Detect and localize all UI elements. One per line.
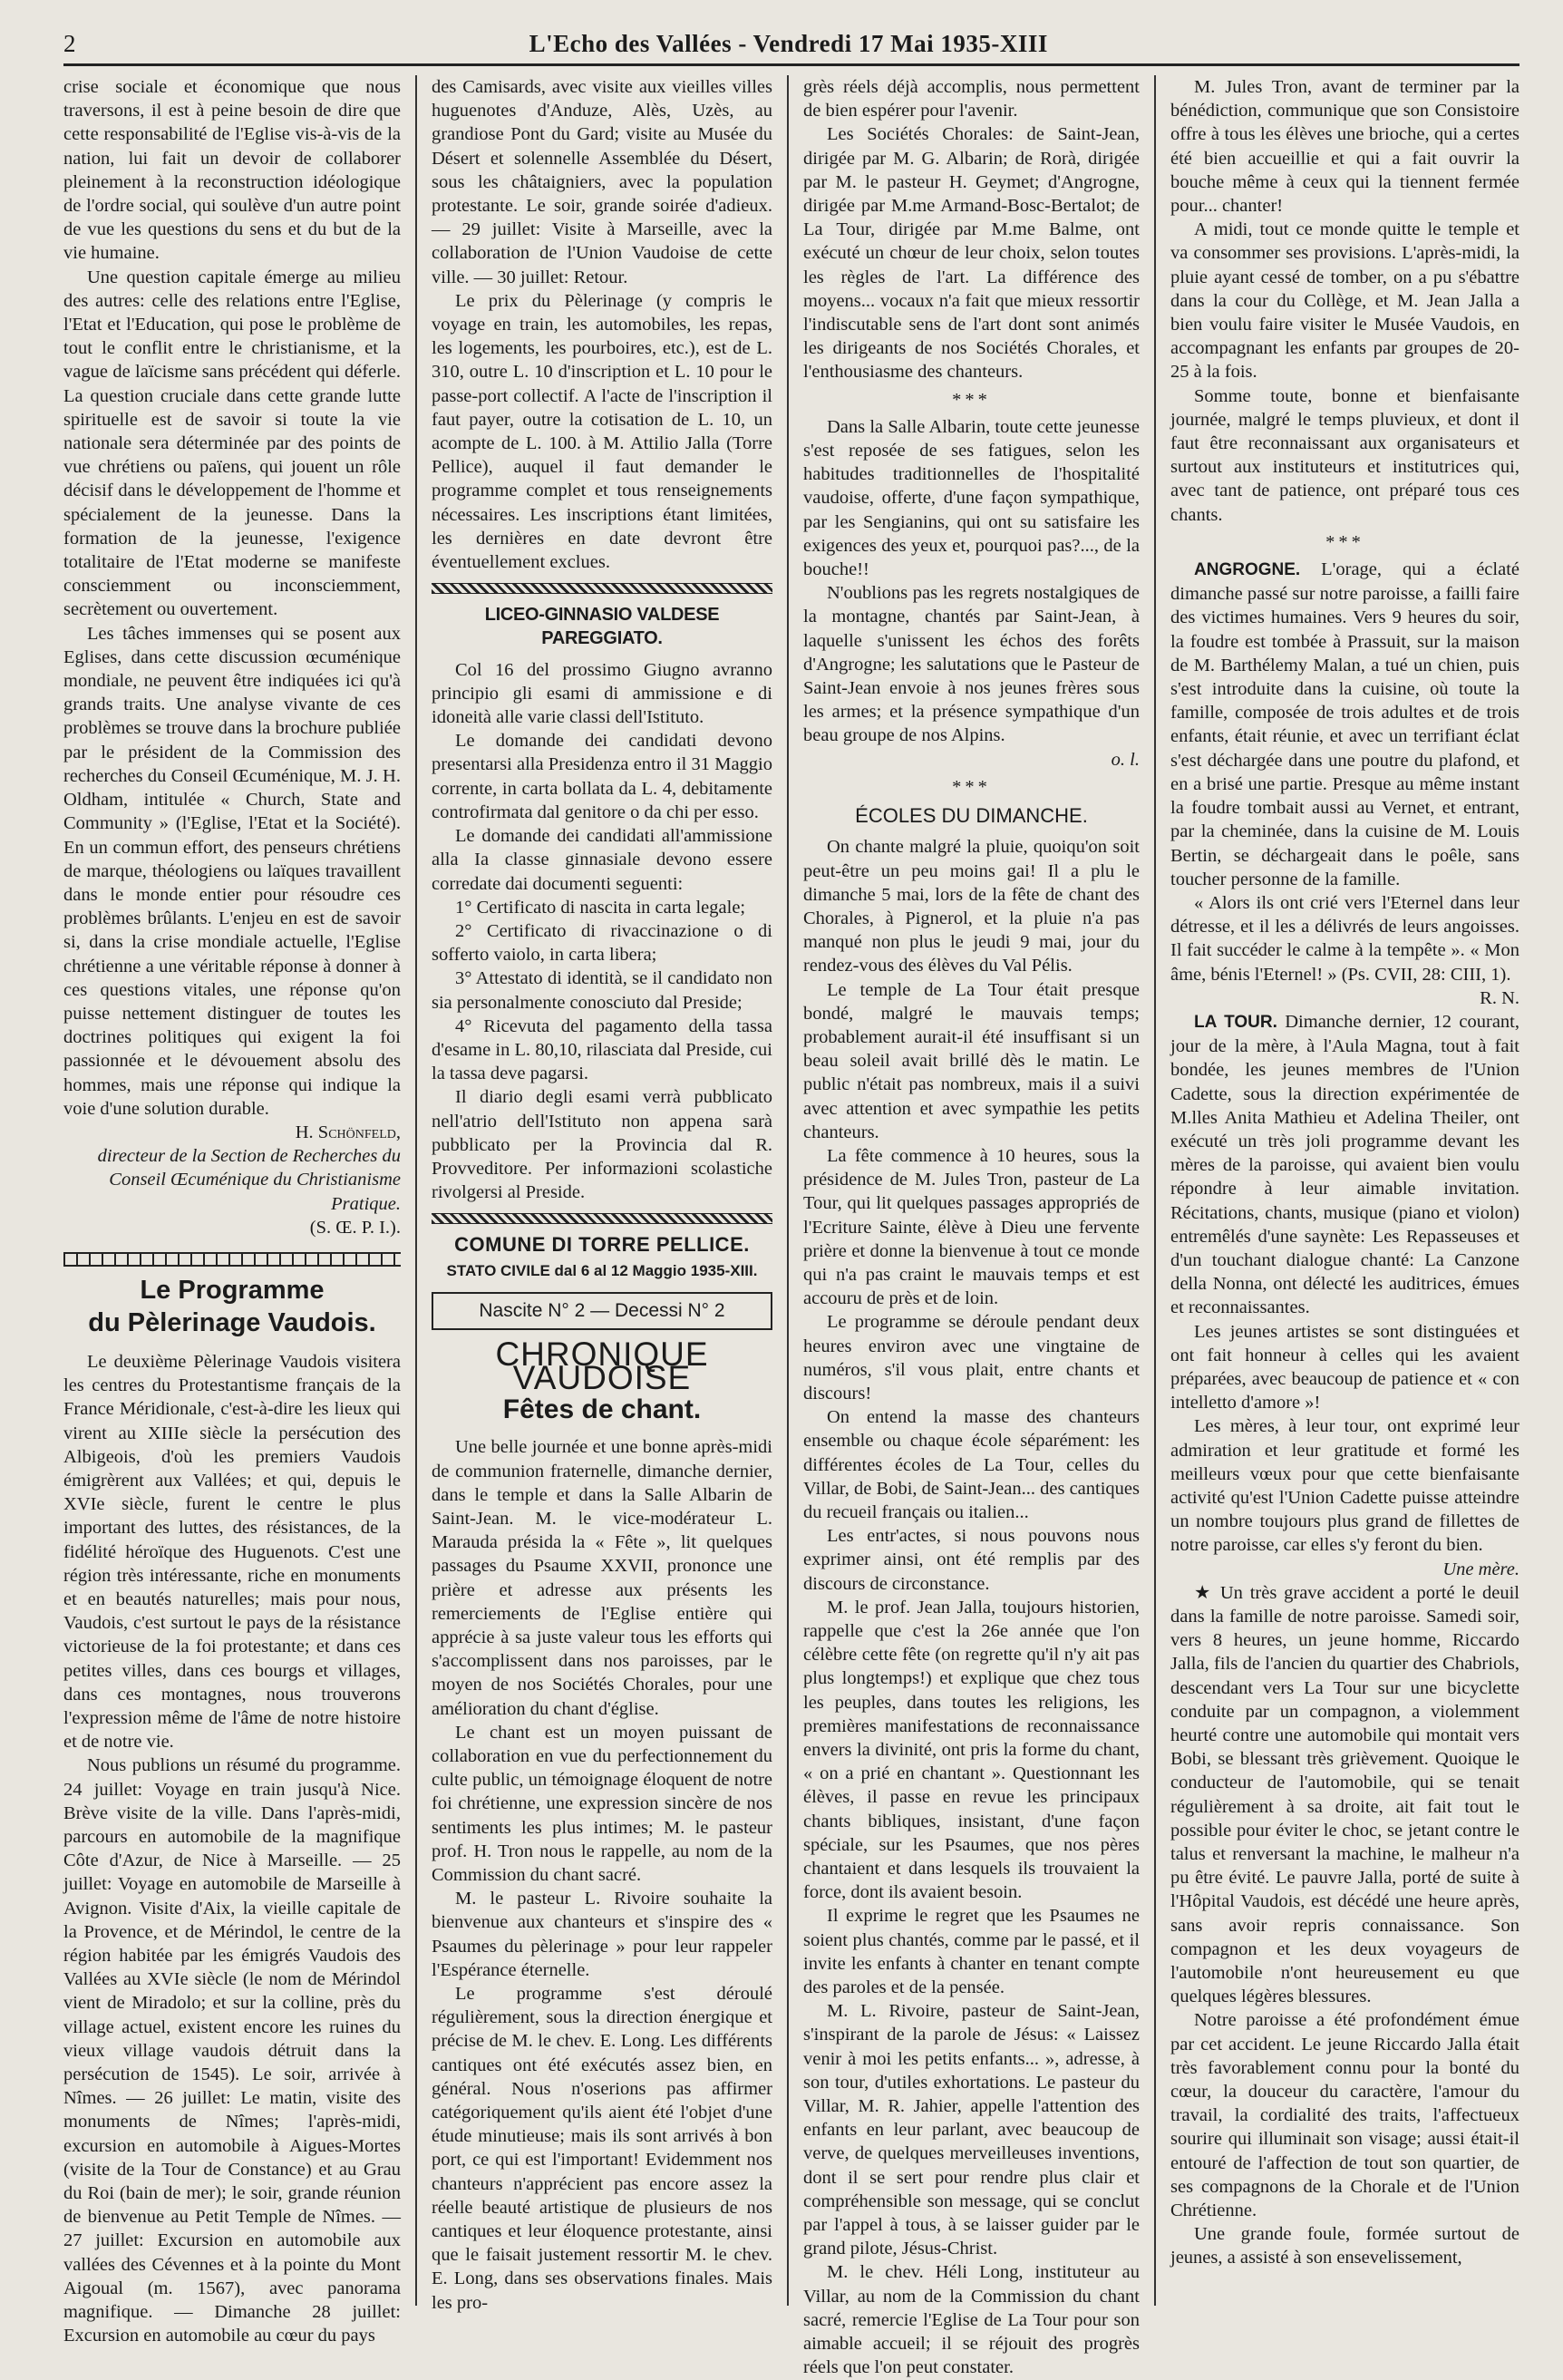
author-initials: o. l. <box>1111 749 1140 770</box>
paragraph: La fête commence à 10 heures, sous la présidence de M. Jules Tron, pasteur de La Tour, qui lit quelques passages appropriés de l'Ecriture Sainte, élève à Dieu une fervente prière et donne la bienvenue à tout ce monde qui n'a pas craint le mauvais temps et est accouru de près et de loin. <box>803 1145 1140 1309</box>
paragraph-la-tour: LA TOUR. Dimanche dernier, 12 courant, jour de la mère, à l'Aula Magna, tout à fait bondée, les jeunes membres de l'Union Cadette, sous la direction expérimentée de M.lles Anita Mathieu et Adelina Theiler, ont exécuté un très joli programme devant les mères de la paroisse, qui avaient bien voulu répondre à leur aimable invitation. Récitations, chants, musique (piano et violon) entremêlés d'une saynète: Les Repasseuses et d'un touchant dialogue chanté: La Canzone della Nonna, ont délecté les auditrices, émues et reconnaissantes. <box>1170 1011 1519 1318</box>
signature-role: directeur de la Section de Recherches du Conseil Œcuménique du Christianisme Pratique. <box>97 1146 401 1214</box>
signature <box>63 1121 401 1144</box>
author-initials: R. N. <box>1480 987 1519 1008</box>
separator-stars: *** <box>952 776 991 797</box>
article-title-liceo: LICEO-GINNASIO VALDESE PAREGGIATO. <box>484 605 720 649</box>
column-2 <box>417 75 789 2313</box>
paragraph: M. L. Rivoire, pasteur de Saint-Jean, s'inspirant de la parole de Jésus: « Laissez venir à moi les petits enfants... », adresse, à son tour, d'utiles exhortations. Le pasteur du Villar, M. R. Jahier, appelle l'attention des enfants en leur parlant, avec beaucoup de verve, de quelques merveilleuses inventions, dont il se sert pour rendre plus clair et compréhensible son message, qui se conclut par l'appel à tous, à se laisser guider par le grand pilote, Jésus-Christ. <box>803 2001 1140 2259</box>
paragraph: Une grande foule, formée surtout de jeunes, a assisté à son ensevelissement, <box>1170 2224 1519 2268</box>
paragraph: grès réels déjà accomplis, nous permettent de bien espérer pour l'avenir. <box>803 77 1140 121</box>
paragraph: Une question capitale émerge au milieu des autres: celle des relations entre l'Eglise, l'Etat et l'Education, qui pose le problème de tout le conflit entre le christianisme, et la vague de laïcisme sans précédent qui déferle. La question cruciale dans cette grande lutte spirituelle est de savoir si toute la vie nationale sera déterminée par des points de vue chrétiens ou païens, qui jouent un rôle décisif dans le développement de l'homme et spécialement de la jeunesse. Dans la formation de la jeunesse, l'exigence totalitaire de l'Etat moderne se manifeste consciemment ou inconsciemment, secrètement ou ouvertement. <box>63 267 401 620</box>
paragraph: Le programme s'est déroulé régulièrement, sous la direction énergique et précise de M. le chev. E. Long. Les différents cantiques ont été exécutés assez bien, en général. Nous n'oserions pas affirmer catégoriquement qu'ils aient été l'objet d'une étude minutieuse; mais ils sont arrivés à bon port, ce qui est l'important! Evidemment nos chanteurs n'apprécient pas encore assez la réelle beauté artistique de plusieurs de nos cantiques et leur éloquence protestante, ainsi que le faisait justement ressortir M. le chev. E. Long, dans ses observations finales. Mais les pro- <box>432 1984 772 2313</box>
paragraph: Le deuxième Pèlerinage Vaudois visitera les centres du Protestantisme français de la France Méridionale, c'est-à-dire les lieux qui virent au XIIIe siècle la persécution des Albigeois, d'où les premiers Vaudois émigrèrent aux Vallées; et qui, depuis le XVIe siècle, furent le centre le plus important des luttes, des résistances, de la fidélité héroïque des Huguenots. C'est une région très intéressante, riche en monuments et en beautés naturelles; mais pour nous, Vaudois, c'est surtout le pays de la résistance victorieuse de la foi protestante; et dans ces petites villes, dans ces bourgs et villages, dans ces montagnes, nous trouverons l'expression même de l'âme de notre histoire et de notre vie. <box>63 1351 401 1753</box>
place-heading-angrogne: ANGROGNE. <box>1194 560 1301 580</box>
source-reference: (S. Œ. P. I.). <box>309 1217 401 1238</box>
paragraph: M. Jules Tron, avant de terminer par la bénédiction, communique que son Consistoire offre à tous les élèves une brioche, qui a certes été bien accueillie et qui a fait ouvrir la bouche même à ceux qui la tiennent fermée pour... chanter! <box>1170 77 1519 217</box>
place-heading-la-tour: LA TOUR. <box>1194 1012 1277 1032</box>
paragraph: Dans la Salle Albarin, toute cette jeunesse s'est reposée de ses fatigues, selon les habitudes traditionnelles de l'hospitalité vaudoise, offerte, d'une façon sympathique, par les Sengianins, qui ont su satisfaire les exigences des yeux et, pourquoi pas?..., de la bouche!! <box>803 416 1140 580</box>
article-title-programme: Le Programme du Pèlerinage Vaudois. <box>88 1275 376 1337</box>
paragraph: des Camisards, avec visite aux vieilles villes huguenotes d'Anduze, Alès, Uzès, au grandiose Pont du Gard; visite au Musée du Désert et solennelle Assemblée du Désert, sous les châtaigniers, avec la population protestante. Le soir, grande soirée d'adieux. — 29 juillet: Visite à Marseille, avec la collaboration de l'Union Vaudoise de cette ville. — 30 juillet: Retour. <box>432 77 772 287</box>
column-4 <box>1156 75 1519 2306</box>
separator-stars: *** <box>952 389 991 410</box>
paragraph: Les mères, à leur tour, ont exprimé leur admiration et leur gratitude et formé les meilleurs vœux pour que cette bienfaisante activité qu'est l'Union Cadette puisse atteindre un nombre toujours plus grand de fillettes de notre paroisse, car elles s'y feront du bien. <box>1170 1416 1519 1556</box>
paragraph: Le chant est un moyen puissant de collaboration en vue du perfectionnement du culte public, un témoignage éloquent de notre foi chrétienne, une expression sincère de nos sentiments les plus intimes; M. le pasteur prof. H. Tron nous le rappelle, au nom de la Commission du chant sacré. <box>432 1722 772 1886</box>
paragraph: ★ Un très grave accident a porté le deuil dans la famille de notre paroisse. Samedi soir, vers 8 heures, un jeune homme, Riccardo Jalla, fils de l'ancien du quartier des Chabriols, descendant vers La Tour sur une bicyclette conduite par un compagnon, a violemment heurté contre une automobile qui montait vers Bobi, se blessant très grièvement. Quoique le conducteur de l'automobile, qui se tenait régulièrement à sa droite, ait fait tout le possible pour éviter le choc, se jetant contre le talus et renversant la machine, le malheur n'a pu être évité. Le pauvre Jalla, porté de suite à l'Hôpital Vaudois, est décédé une heure après, sans avoir repris connaissance. Son compagnon et les deux voyageurs de l'automobile n'ont heureusement eu que quelques légères blessures. <box>1170 1582 1519 2007</box>
paragraph: M. le chev. Héli Long, instituteur au Villar, au nom de la Commission du chant sacré, remercie l'Eglise de La Tour pour son aimable accueil; il se réjouit des progrès réels que l'on peut constater. <box>803 2262 1140 2378</box>
paragraph: Il exprime le regret que les Psaumes ne soient plus chantés, comme par le passé, et il invite les enfants à chanter en tenant compte des paroles et de la pensée. <box>803 1906 1140 1998</box>
section-title-chronique: CHRONIQUE VAUDOISE <box>495 1335 709 1397</box>
paragraph: On chante malgré la pluie, quoiqu'on soit peut-être un peu moins gai! Il a plu le dimanche 5 mai, lors de la fête de chant des Chorales, à Pignerol, et la pluie n'a pas manqué non plus le jeudi 9 mai, jour du rendez-vous des élèves du Val Pélis. <box>803 837 1140 976</box>
section-divider <box>63 1252 401 1267</box>
paragraph: Le temple de La Tour était presque bondé, malgré le mauvais temps; probablement aurait-il été insuffisant si un beau soleil avait brillé dès le matin. Le public n'était pas nombreux, mais il a suivi avec attention et avec sympathie les petits chanteurs. <box>803 979 1140 1142</box>
separator-stars: *** <box>1325 531 1364 552</box>
section-divider <box>432 1213 772 1224</box>
paragraph: N'oublions pas les regrets nostalgiques de la montagne, chantés par Saint-Jean, à laquelle s'unissent les échos des forêts d'Angrogne; les salutations que le Pasteur de Saint-Jean envoie à nos jeunes frères sous les armes; et la présence sympathique d'un beau groupe de nos Alpins. <box>803 583 1140 746</box>
article-columns <box>63 75 1519 2378</box>
commune-title: COMUNE DI TORRE PELLICE. <box>454 1233 750 1257</box>
paragraph: Une belle journée et une bonne après-midi de communion fraternelle, dimanche dernier, dans le temple et dans la Salle Albarin de Saint-Jean. M. le vice-modérateur L. Marauda présida la « Fête », lit quelques passages du Psaume XXVII, prononce une prière et adresse aux présents les remerciements de l'Eglise entière qui apprécie à sa juste valeur tous les efforts qui s'accomplissent dans nos paroisses, par le moyen de nos Sociétés Chorales, pour une amélioration du chant d'église. <box>432 1437 772 1719</box>
paragraph: Les jeunes artistes se sont distinguées et ont fait honneur à celles qui les avaient préparées, avec beaucoup de patience et « con intelletto d'amore »! <box>1170 1321 1519 1413</box>
page-number: 2 <box>63 30 76 57</box>
list-item: 2° Certificato di rivaccinazione o di sofferto vaiolo, in carta libera; <box>432 920 772 966</box>
article-title-ecoles: ÉCOLES DU DIMANCHE. <box>855 804 1088 828</box>
page-header <box>63 22 1519 66</box>
list-item: 4° Ricevuta del pagamento della tassa d'esame in L. 80,10, rilasciata dal Preside, cui la tassa deve pagarsi. <box>432 1015 772 1084</box>
paragraph: Notre paroisse a été profondément émue par cet accident. Le jeune Riccardo Jalla était très favorablement connu pour la bonté du cœur, la douceur du caractère, l'amour du travail, la cordialité des traits, l'affectueux sourire qui illuminait son visage; aussi était-il entouré de l'affection de tout son quartier, de ses compagnons de la Chorale et de l'Union Chrétienne. <box>1170 2010 1519 2221</box>
newspaper-masthead: L'Echo des Vallées - Vendredi 17 Mai 1935-XIII <box>529 30 1048 57</box>
section-divider <box>432 583 772 594</box>
paragraph: A midi, tout ce monde quitte le temple et va consommer ses provisions. L'après-midi, la pluie ayant cessé de tomber, on a pu s'ébattre dans la cour du Collège, et M. Jean Jalla a bien voulu faire visiter le Musée Vaudois, en accompagnant les enfants par groupes de 20-25 à la fois. <box>1170 219 1519 383</box>
paragraph-angrogne: ANGROGNE. L'orage, qui a éclaté dimanche passé sur notre paroisse, a failli faire des victimes humaines. Vers 9 heures du soir, la foudre est tombée à Prassuit, sur la maison de M. Barthélemy Malan, a tué un chien, puis s'est introduite dans la cuisine, où toute la famille, composée de trois adultes et de trois enfants, était réunie, et avec un terrifiant éclat s'est déchargée dans une poutre du plafond, et en a brisé une partie. Presque au même instant la foudre tombait aussi au Vernet, et entrant, par la cheminée, dans la cuisine de M. Louis Bertin, se déchargeait dans le poêle, sans toucher personne de la famille. <box>1170 559 1519 889</box>
column-3 <box>789 75 1156 2378</box>
paragraph: Le domande dei candidati all'ammissione alla Ia classe ginnasiale devono essere corredate dai documenti seguenti: <box>432 826 772 894</box>
column-1 <box>63 75 417 2346</box>
paragraph: « Alors ils ont crié vers l'Eternel dans leur détresse, et il les a délivrés de leurs angoisses. Il fait succéder le calme à la tempête ». « Mon âme, bénis l'Eternel! » (Ps. CVII, 28: CIII, 1). <box>1170 892 1519 985</box>
paragraph: Il diario degli esami verrà pubblicato nell'atrio dell'Istituto non appena sarà pubblicato per la Provincia dal R. Provveditore. Per informazioni scolastiche rivolgersi al Preside. <box>432 1087 772 1203</box>
commune-subtitle: STATO CIVILE dal 6 al 12 Maggio 1935-XIII. <box>446 1261 758 1279</box>
paragraph: M. le prof. Jean Jalla, toujours historien, rappelle que c'est la 26e année que l'on célèbre cette fête (on regrette qu'il n'y ait pas plus longtemps!) et explique que chez tous les peuples, dans toutes les religions, les premières manifestations de reconnaissance envers la divinité, ont pris la forme du chant, « on a prié en chantant ». Questionnant les élèves, il passe en revue les principaux chants bibliques, insistant, d'une façon spéciale, sur les Psaumes, que nos pères chantaient et dans lesquels ils trouvaient la force, dont ils avaient besoin. <box>803 1597 1140 1903</box>
civil-registry-box <box>432 1233 772 1282</box>
paragraph: Nous publions un résumé du programme. 24 juillet: Voyage en train jusqu'à Nice. Brève visite de la ville. Dans l'après-midi, parcours en automobile de la magnifique Côte d'Azur, de Nice à Marseille. — 25 juillet: Voyage en automobile de Marseille à Avignon. Visite d'Aix, la vieille capitale de la Provence, et de Mérindol, le centre de la région habitée par les émigrés Vaudois des Vallées au XVIe siècle (le nom de Mérindol vient de Miradolo; et sur la colline, près du village actuel, existent encore les ruines du vieux village vaudois détruit dans la persécution de 1545). Le soir, arrivée à Nîmes. — 26 juillet: Le matin, visite des monuments de Nîmes; l'après-midi, excursion en automobile à Aigues-Mortes (visite de la Tour de Constance) et au Grau du Roi (bain de mer); le soir, grande réunion de bienvenue au Petit Temple de Nîmes. — 27 juillet: Excursion en automobile aux vallées des Cévennes et à la pointe du Mont Aigoual (m. 1567), avec panorama magnifique. — Dimanche 28 juillet: Excursion en automobile au cœur du pays <box>63 1755 401 2346</box>
paragraph: crise sociale et économique que nous traversons, il est à peine besoin de dire que cette responsabilité de l'Eglise vis-à-vis de la nation, lui fait un devoir de collaborer pleinement à la reconstruction idéologique de l'ordre social, qui soulève d'un autre point de vue les questions du sens et du but de la vie humaine. <box>63 77 401 264</box>
paragraph: Le prix du Pèlerinage (y compris le voyage en train, les automobiles, les repas, les logements, les pourboires, etc.), est de L. 310, outre L. 10 d'inscription et L. 10 pour le passe-port collectif. A l'acte de l'inscription il faut payer, outre la cotisation de L. 10, un acompte de L. 100. à M. Attilio Jalla (Torre Pellice), auquel il faut demander le programme complet et tous renseignements nécessaires. Les inscriptions étant limitées, les dernières en date devront être éventuellement exclues. <box>432 290 772 573</box>
list-item: 3° Attestato di identità, se il candidato non sia personalmente conosciuto dal Preside; <box>432 968 772 1013</box>
paragraph: Les entr'actes, si nous pouvons nous exprimer ainsi, ont été remplis par des discours de circonstance. <box>803 1526 1140 1594</box>
signature: Une mère. <box>1442 1559 1519 1579</box>
paragraph: On entend la masse des chanteurs ensemble ou chaque école séparément: les différentes écoles de La Tour, celles du Villar, de Bobi, de Saint-Jean... des cantiques du recueil français ou italien... <box>803 1407 1140 1522</box>
births-deaths-count: Nascite N° 2 — Decessi N° 2 <box>432 1292 772 1330</box>
paragraph: Les tâches immenses qui se posent aux Eglises, dans cette discussion œcuménique mondiale, ne peuvent être indiquées ici qu'à grands traits. Une analyse vivante de ces problèmes se trouve dans la brochure publiée par le président de la Commission des recherches du Conseil Œcuménique, M. J. H. Oldham, intitulée « Church, State and Community » (l'Eglise, l'Etat et la Société). En un commun effort, des penseurs chrétiens de marque, théologiens ou laïques travaillent dans le monde entier pour résoudre ces problèmes brûlants. L'enjeu en est de savoir si, dans la crise mondiale actuelle, l'Eglise chrétienne a une véritable réponse à donner à ces questions vitales, une réponse qu'on puisse nettement distinguer de toutes les doctrines politiques qui exigent la foi passionnée et le dévouement absolu des hommes, mais une réponse qui indique la voie d'une solution durable. <box>63 623 401 1119</box>
paragraph: Le programme se déroule pendant deux heures environ avec une vingtaine de numéros, s'il vous plait, entre chants et discours! <box>803 1312 1140 1404</box>
paragraph: Col 16 del prossimo Giugno avranno principio gli esami di ammissione e di idoneità alle varie classi dell'Istituto. <box>432 659 772 728</box>
paragraph: M. le pasteur L. Rivoire souhaite la bienvenue aux chanteurs et s'inspire des « Psaumes du pèlerinage » pour leur rappeler l'Espérance éternelle. <box>432 1889 772 1980</box>
paragraph: Le domande dei candidati devono presentarsi alla Presidenza entro il 31 Maggio corrente, in carta bollata da L. 4, debitamente controfirmata dal genitore o da chi per esso. <box>432 731 772 822</box>
article-title-fetes: Fêtes de chant. <box>502 1394 702 1425</box>
paragraph: Les Sociétés Chorales: de Saint-Jean, dirigée par M. G. Albarin; de Rorà, dirigée par M. le pasteur H. Geymet; d'Angrogne, dirigée par M.me Armand-Bosc-Bertalot; de La Tour, dirigée par M.me Balme, ont exécuté un chœur de leur choix, selon toutes les règles de l'art. La différence des moyens... vocaux n'a fait que mieux ressortir l'indiscutable sens de l'art dont sont animés les dirigeants de nos Sociétés Chorales, et l'enthousiasme des chanteurs. <box>803 124 1140 383</box>
list-item: 1° Certificato di nascita in carta legale; <box>455 897 746 918</box>
paragraph: Somme toute, bonne et bienfaisante journée, malgré le temps pluvieux, et dont il faut être reconnaissant aux organisateurs et surtout aux instituteurs et institutrices qui, avec tant de patience, ont préparé tous ces chants. <box>1170 385 1519 525</box>
signature-name: H. Schönfeld, <box>295 1122 401 1142</box>
